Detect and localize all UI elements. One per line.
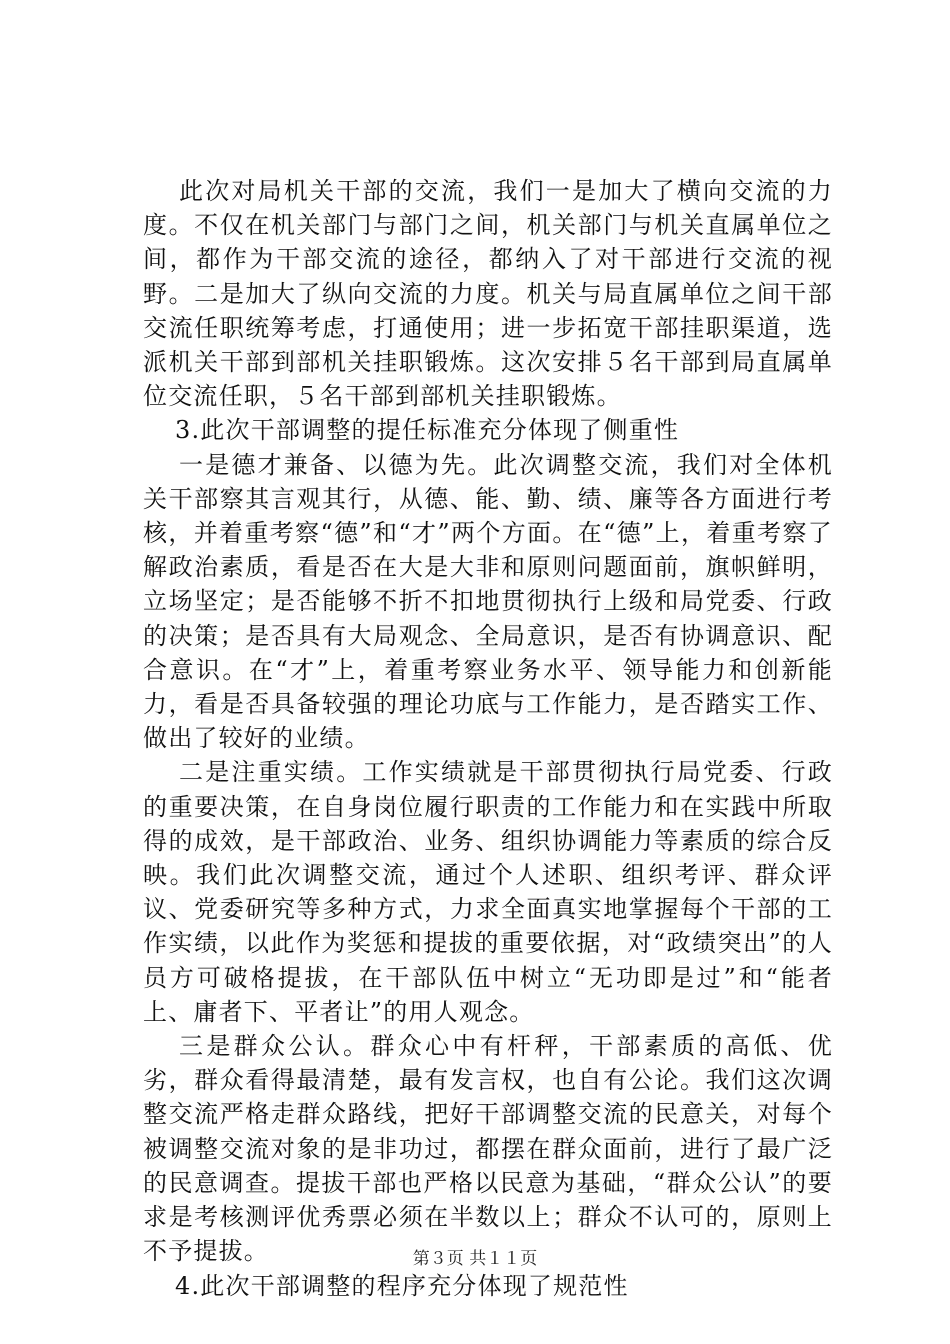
section-heading-4: 4.此次干部调整的程序充分体现了规范性 [175, 1271, 629, 1300]
document-body [143, 174, 833, 1303]
paragraph-lateral-exchange: 此次对局机关干部的交流，我们一是加大了横向交流的力度。不仅在机关部门与部门之间，机关部门与机关直属单位之间，都作为干部交流的途径，都纳入了对干部进行交流的视野。二是加大了纵向交流的力度。机关与局直属单位之间干部交流任职统筹考虑，打通使用；进一步拓宽干部挂职渠道，选派机关干部到部机关挂职锻炼。这次安排５名干部到局直属单位交流任职，５名干部到部机关挂职锻炼。 [143, 177, 833, 411]
paragraph-public-recognition: 三是群众公认。群众心中有杆秤，干部素质的高低、优劣，群众看得最清楚，最有发言权，也自有公论。我们这次调整交流严格走群众路线，把好干部调整交流的民意关，对每个被调整交流对象的是非功过，都摆在群众面前，进行了最广泛的民意调查。提拔干部也严格以民意为基础，“群众公认”的要求是考核测评优秀票必须在半数以上；群众不认可的，原则上不予提拔。 [143, 1032, 833, 1266]
paragraph-virtue-ability: 一是德才兼备、以德为先。此次调整交流，我们对全体机关干部察其言观其行，从德、能、勤、绩、廉等各方面进行考核，并着重考察“德”和“才”两个方面。在“德”上，着重考察了解政治素质，看是否在大是大非和原则问题面前，旗帜鲜明，立场坚定；是否能够不折不扣地贯彻执行上级和局党委、行政的决策；是否具有大局观念、全局意识，是否有协调意识、配合意识。在“才”上，着重考察业务水平、领导能力和创新能力，看是否具备较强的理论功底与工作能力，是否踏实工作、做出了较好的业绩。 [143, 450, 833, 753]
section-heading-3: 3.此次干部调整的提任标准充分体现了侧重性 [175, 416, 680, 445]
page-footer: 第３页 共１１页 [412, 1249, 538, 1269]
paragraph-performance: 二是注重实绩。工作实绩就是干部贯彻执行局党委、行政的重要决策，在自身岗位履行职责的工作能力和在实践中所取得的成效，是干部政治、业务、组织协调能力等素质的综合反映。我们此次调整交流，通过个人述职、组织考评、群众评议、党委研究等多种方式，力求全面真实地掌握每个干部的工作实绩，以此作为奖惩和提拔的重要依据，对“政绩突出”的人员方可破格提拔，在干部队伍中树立“无功即是过”和“能者上、庸者下、平者让”的用人观念。 [143, 758, 833, 1026]
